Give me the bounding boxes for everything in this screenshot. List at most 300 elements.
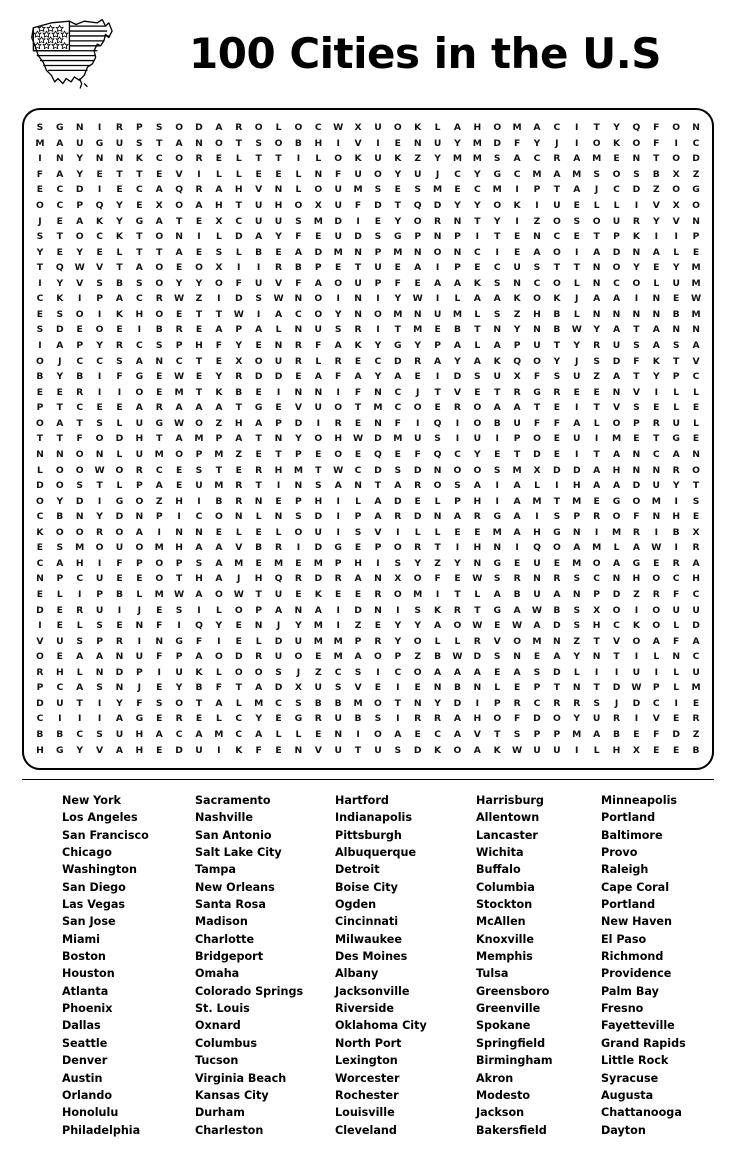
grid-letter[interactable]: S xyxy=(36,231,44,243)
word-list-item[interactable]: Spokane xyxy=(476,1019,531,1033)
word-list-item[interactable]: Boise City xyxy=(335,880,398,894)
grid-letter[interactable]: S xyxy=(394,744,402,756)
grid-letter[interactable]: A xyxy=(513,402,521,414)
grid-letter[interactable]: P xyxy=(613,231,620,243)
grid-letter[interactable]: N xyxy=(592,262,601,274)
grid-letter[interactable]: C xyxy=(473,246,481,258)
grid-letter[interactable]: U xyxy=(314,526,323,538)
grid-letter[interactable]: F xyxy=(513,137,521,149)
grid-letter[interactable]: T xyxy=(195,355,203,367)
grid-letter[interactable]: N xyxy=(374,386,382,398)
grid-letter[interactable]: I xyxy=(455,542,460,554)
word-list-item[interactable]: St. Louis xyxy=(195,1002,250,1016)
grid-letter[interactable]: D xyxy=(234,651,243,663)
grid-letter[interactable]: J xyxy=(137,682,142,694)
word-list-item[interactable]: Albany xyxy=(335,967,379,981)
grid-letter[interactable]: C xyxy=(135,340,143,352)
grid-letter[interactable]: A xyxy=(612,324,621,336)
grid-letter[interactable]: L xyxy=(593,417,600,429)
grid-letter[interactable]: H xyxy=(254,573,263,585)
grid-letter[interactable]: I xyxy=(276,386,281,398)
grid-letter[interactable]: E xyxy=(215,526,223,538)
grid-letter[interactable]: Y xyxy=(553,355,561,367)
grid-letter[interactable]: E xyxy=(136,199,143,211)
word-list-item[interactable]: Bakersfield xyxy=(476,1123,547,1137)
grid-letter[interactable]: N xyxy=(453,246,462,258)
grid-letter[interactable]: L xyxy=(454,635,461,647)
grid-letter[interactable]: Y xyxy=(175,277,183,289)
grid-letter[interactable]: E xyxy=(56,620,63,632)
grid-letter[interactable]: Y xyxy=(394,620,402,632)
word-list-item[interactable]: Philadelphia xyxy=(62,1123,141,1137)
grid-letter[interactable]: T xyxy=(175,573,183,585)
grid-letter[interactable]: I xyxy=(336,293,340,305)
grid-letter[interactable]: C xyxy=(553,122,561,134)
grid-letter[interactable]: P xyxy=(314,262,322,274)
grid-letter[interactable]: Z xyxy=(593,371,600,383)
grid-letter[interactable]: O xyxy=(413,666,422,678)
grid-letter[interactable]: F xyxy=(215,340,223,352)
grid-letter[interactable]: I xyxy=(495,433,499,445)
grid-letter[interactable]: A xyxy=(513,604,521,616)
grid-letter[interactable]: I xyxy=(654,231,658,243)
grid-letter[interactable]: E xyxy=(275,168,282,180)
grid-letter[interactable]: M xyxy=(532,495,542,507)
grid-letter[interactable]: E xyxy=(434,324,441,336)
grid-letter[interactable]: G xyxy=(533,386,541,398)
grid-letter[interactable]: S xyxy=(255,137,262,149)
grid-letter[interactable]: L xyxy=(215,604,222,616)
grid-letter[interactable]: P xyxy=(513,340,521,352)
grid-letter[interactable]: A xyxy=(56,557,64,569)
grid-letter[interactable]: I xyxy=(555,480,559,492)
grid-letter[interactable]: M xyxy=(35,137,45,149)
grid-letter[interactable]: W xyxy=(472,620,483,632)
grid-letter[interactable]: O xyxy=(75,308,84,320)
grid-letter[interactable]: I xyxy=(356,729,360,741)
grid-letter[interactable]: G xyxy=(334,542,342,554)
grid-letter[interactable]: O xyxy=(533,355,541,367)
grid-letter[interactable]: O xyxy=(393,542,402,554)
grid-letter[interactable]: I xyxy=(396,604,400,616)
grid-letter[interactable]: S xyxy=(136,137,143,149)
grid-letter[interactable]: K xyxy=(652,355,660,367)
grid-letter[interactable]: S xyxy=(96,417,103,429)
grid-letter[interactable]: O xyxy=(294,199,303,211)
grid-letter[interactable]: N xyxy=(294,324,303,336)
grid-letter[interactable]: H xyxy=(36,744,44,756)
grid-letter[interactable]: F xyxy=(673,635,680,647)
grid-letter[interactable]: I xyxy=(336,604,340,616)
grid-letter[interactable]: S xyxy=(434,433,441,445)
grid-letter[interactable]: T xyxy=(36,433,44,445)
grid-letter[interactable]: S xyxy=(493,308,501,320)
grid-letter[interactable]: N xyxy=(572,589,581,600)
grid-letter[interactable]: W xyxy=(233,589,244,600)
grid-letter[interactable]: X xyxy=(593,604,601,616)
word-list-item[interactable]: Las Vegas xyxy=(62,898,126,912)
grid-letter[interactable]: K xyxy=(135,153,143,165)
grid-letter[interactable]: E xyxy=(653,262,660,274)
grid-letter[interactable]: S xyxy=(493,464,501,476)
grid-letter[interactable]: O xyxy=(552,215,561,227)
grid-letter[interactable]: C xyxy=(692,651,700,663)
grid-letter[interactable]: E xyxy=(175,308,183,320)
grid-letter[interactable]: R xyxy=(553,386,561,398)
grid-letter[interactable]: I xyxy=(336,511,340,523)
grid-letter[interactable]: N xyxy=(692,215,700,227)
grid-letter[interactable]: C xyxy=(314,122,322,134)
grid-letter[interactable]: E xyxy=(56,604,63,616)
word-list-item[interactable]: Cleveland xyxy=(335,1123,397,1137)
grid-letter[interactable]: U xyxy=(56,635,64,647)
grid-letter[interactable]: W xyxy=(571,324,582,336)
grid-letter[interactable]: T xyxy=(673,355,680,367)
grid-letter[interactable]: H xyxy=(612,744,621,756)
grid-letter[interactable]: G xyxy=(553,526,561,538)
grid-letter[interactable]: I xyxy=(674,697,678,709)
grid-letter[interactable]: A xyxy=(632,542,640,554)
grid-letter[interactable]: O xyxy=(155,262,164,274)
grid-letter[interactable]: D xyxy=(36,480,44,492)
grid-letter[interactable]: I xyxy=(435,293,440,305)
grid-letter[interactable]: S xyxy=(692,495,700,507)
grid-letter[interactable]: P xyxy=(195,448,203,460)
grid-letter[interactable]: N xyxy=(354,246,362,258)
word-list-item[interactable]: Buffalo xyxy=(476,863,521,877)
grid-letter[interactable]: D xyxy=(75,495,84,507)
grid-letter[interactable]: V xyxy=(612,635,621,647)
grid-letter[interactable]: N xyxy=(533,324,541,336)
grid-letter[interactable]: E xyxy=(195,215,203,227)
grid-letter[interactable]: M xyxy=(592,542,602,554)
word-list-item[interactable]: Virginia Beach xyxy=(195,1071,287,1085)
grid-letter[interactable]: M xyxy=(393,433,403,445)
grid-letter[interactable]: U xyxy=(195,744,203,756)
grid-letter[interactable]: Z xyxy=(533,215,541,227)
grid-letter[interactable]: Y xyxy=(414,340,422,352)
grid-letter[interactable]: A xyxy=(453,277,462,289)
grid-letter[interactable]: E xyxy=(116,184,123,196)
grid-letter[interactable]: U xyxy=(533,744,541,756)
grid-letter[interactable]: I xyxy=(594,433,599,445)
grid-letter[interactable]: N xyxy=(175,231,183,243)
grid-letter[interactable]: R xyxy=(632,526,640,538)
grid-letter[interactable]: I xyxy=(316,417,320,429)
grid-letter[interactable]: A xyxy=(76,215,84,227)
grid-letter[interactable]: I xyxy=(455,417,460,429)
grid-letter[interactable]: S xyxy=(314,480,322,492)
grid-letter[interactable]: C xyxy=(76,573,84,585)
grid-letter[interactable]: E xyxy=(414,277,421,289)
grid-letter[interactable]: B xyxy=(76,371,84,383)
grid-letter[interactable]: O xyxy=(453,620,462,632)
grid-letter[interactable]: C xyxy=(76,402,84,414)
grid-letter[interactable]: Y xyxy=(394,635,402,647)
grid-letter[interactable]: O xyxy=(254,666,263,678)
grid-letter[interactable]: N xyxy=(592,277,601,289)
grid-letter[interactable]: F xyxy=(335,371,342,383)
grid-letter[interactable]: F xyxy=(136,697,143,709)
grid-letter[interactable]: L xyxy=(215,231,222,243)
grid-letter[interactable]: U xyxy=(374,744,382,756)
word-list-item[interactable]: Pittsburgh xyxy=(335,828,402,842)
grid-letter[interactable]: I xyxy=(495,246,499,258)
grid-letter[interactable]: E xyxy=(593,495,600,507)
grid-letter[interactable]: T xyxy=(76,417,83,429)
grid-letter[interactable]: S xyxy=(96,277,103,289)
grid-letter[interactable]: R xyxy=(235,122,243,134)
grid-letter[interactable]: C xyxy=(96,355,103,367)
grid-letter[interactable]: S xyxy=(414,184,421,196)
grid-letter[interactable]: S xyxy=(36,324,44,336)
grid-letter[interactable]: O xyxy=(692,464,700,476)
grid-letter[interactable]: I xyxy=(575,137,579,149)
grid-letter[interactable]: I xyxy=(137,324,142,336)
grid-letter[interactable]: I xyxy=(475,231,480,243)
grid-letter[interactable]: H xyxy=(592,620,601,632)
grid-letter[interactable]: A xyxy=(692,635,700,647)
grid-letter[interactable]: R xyxy=(632,215,640,227)
grid-letter[interactable]: Y xyxy=(454,557,461,569)
grid-letter[interactable]: C xyxy=(454,448,461,460)
grid-letter[interactable]: D xyxy=(314,542,323,554)
word-list-item[interactable]: Kansas City xyxy=(195,1088,269,1102)
grid-letter[interactable]: I xyxy=(336,386,340,398)
grid-letter[interactable]: U xyxy=(135,417,144,429)
grid-letter[interactable]: O xyxy=(175,199,184,211)
grid-letter[interactable]: A xyxy=(215,542,223,554)
grid-letter[interactable]: C xyxy=(295,308,302,320)
grid-letter[interactable]: W xyxy=(174,417,185,429)
grid-letter[interactable]: N xyxy=(413,697,422,709)
grid-letter[interactable]: N xyxy=(433,511,442,523)
grid-letter[interactable]: L xyxy=(613,542,620,554)
grid-letter[interactable]: T xyxy=(136,168,143,180)
grid-letter[interactable]: D xyxy=(533,448,541,460)
word-list-item[interactable]: Fayetteville xyxy=(601,1019,675,1033)
grid-letter[interactable]: A xyxy=(155,184,163,196)
grid-letter[interactable]: P xyxy=(235,324,243,336)
grid-letter[interactable]: A xyxy=(255,231,263,243)
grid-letter[interactable]: L xyxy=(414,526,421,538)
grid-letter[interactable]: B xyxy=(553,308,561,320)
grid-letter[interactable]: S xyxy=(56,308,64,320)
word-list-item[interactable]: Riverside xyxy=(335,1002,394,1016)
grid-letter[interactable]: R xyxy=(354,324,362,336)
grid-letter[interactable]: E xyxy=(275,495,282,507)
grid-letter[interactable]: P xyxy=(533,729,541,741)
word-list-item[interactable]: Miami xyxy=(62,932,101,946)
word-list-item[interactable]: McAllen xyxy=(476,915,526,929)
grid-letter[interactable]: N xyxy=(135,620,144,632)
grid-letter[interactable]: O xyxy=(692,199,700,211)
grid-letter[interactable]: H xyxy=(533,308,541,320)
grid-letter[interactable]: N xyxy=(672,651,681,663)
grid-letter[interactable]: C xyxy=(334,666,342,678)
grid-letter[interactable]: H xyxy=(135,433,144,445)
grid-letter[interactable]: D xyxy=(553,620,561,632)
grid-letter[interactable]: A xyxy=(513,526,521,538)
grid-letter[interactable]: U xyxy=(334,231,342,243)
grid-letter[interactable]: A xyxy=(513,666,521,678)
grid-letter[interactable]: N xyxy=(75,511,84,523)
word-list-item[interactable]: Chattanooga xyxy=(601,1106,682,1120)
grid-letter[interactable]: M xyxy=(492,184,502,196)
grid-letter[interactable]: R xyxy=(652,589,660,600)
grid-letter[interactable]: A xyxy=(473,480,481,492)
grid-letter[interactable]: N xyxy=(433,231,442,243)
grid-letter[interactable]: K xyxy=(493,744,501,756)
grid-letter[interactable]: M xyxy=(472,137,482,149)
grid-letter[interactable]: N xyxy=(612,386,621,398)
grid-letter[interactable]: Z xyxy=(314,666,322,678)
grid-letter[interactable]: D xyxy=(195,122,203,134)
grid-letter[interactable]: T xyxy=(235,199,242,211)
grid-letter[interactable]: O xyxy=(632,635,641,647)
word-list-item[interactable]: Knoxville xyxy=(476,932,534,946)
grid-letter[interactable]: T xyxy=(553,184,561,196)
grid-letter[interactable]: O xyxy=(612,417,621,429)
grid-letter[interactable]: P xyxy=(434,340,441,352)
grid-letter[interactable]: Z xyxy=(354,620,362,632)
grid-letter[interactable]: V xyxy=(354,682,362,694)
grid-letter[interactable]: M xyxy=(592,153,602,165)
grid-letter[interactable]: P xyxy=(354,511,362,523)
grid-letter[interactable]: A xyxy=(195,729,203,741)
grid-letter[interactable]: L xyxy=(295,729,302,741)
grid-letter[interactable]: D xyxy=(632,184,641,196)
word-list-item[interactable]: Albuquerque xyxy=(335,846,417,860)
grid-letter[interactable]: A xyxy=(215,557,223,569)
grid-letter[interactable]: O xyxy=(135,542,144,554)
grid-letter[interactable]: N xyxy=(294,604,303,616)
grid-letter[interactable]: C xyxy=(553,231,561,243)
grid-letter[interactable]: H xyxy=(195,573,203,585)
grid-letter[interactable]: O xyxy=(374,729,382,741)
grid-letter[interactable]: T xyxy=(275,153,282,165)
grid-letter[interactable]: T xyxy=(215,464,223,476)
grid-letter[interactable]: N xyxy=(632,464,641,476)
grid-letter[interactable]: T xyxy=(593,122,600,134)
grid-letter[interactable]: D xyxy=(612,246,621,258)
grid-letter[interactable]: A xyxy=(354,651,362,663)
grid-letter[interactable]: E xyxy=(275,744,282,756)
word-list-item[interactable]: Lexington xyxy=(335,1054,398,1068)
grid-letter[interactable]: M xyxy=(313,215,323,227)
grid-letter[interactable]: F xyxy=(156,620,163,632)
grid-letter[interactable]: E xyxy=(553,402,561,414)
grid-letter[interactable]: C xyxy=(135,293,143,305)
grid-letter[interactable]: H xyxy=(632,573,641,585)
grid-letter[interactable]: I xyxy=(157,526,161,538)
grid-letter[interactable]: D xyxy=(354,231,362,243)
grid-letter[interactable]: S xyxy=(56,542,64,554)
grid-letter[interactable]: Y xyxy=(573,340,581,352)
grid-letter[interactable]: I xyxy=(197,168,201,180)
grid-letter[interactable]: F xyxy=(533,371,541,383)
grid-letter[interactable]: D xyxy=(692,620,700,632)
grid-letter[interactable]: U xyxy=(334,199,342,211)
grid-letter[interactable]: O xyxy=(135,386,144,398)
grid-letter[interactable]: R xyxy=(334,355,342,367)
grid-letter[interactable]: W xyxy=(174,589,185,600)
grid-letter[interactable]: D xyxy=(632,480,641,492)
grid-letter[interactable]: H xyxy=(234,417,243,429)
grid-letter[interactable]: T xyxy=(593,402,600,414)
grid-letter[interactable]: M xyxy=(194,433,204,445)
grid-letter[interactable]: G xyxy=(493,604,501,616)
grid-letter[interactable]: B xyxy=(453,324,461,336)
grid-letter[interactable]: O xyxy=(274,137,283,149)
grid-letter[interactable]: A xyxy=(294,246,302,258)
grid-letter[interactable]: F xyxy=(673,589,680,600)
grid-letter[interactable]: B xyxy=(195,682,203,694)
grid-letter[interactable]: C xyxy=(394,666,402,678)
grid-letter[interactable]: P xyxy=(334,557,342,569)
grid-letter[interactable]: C xyxy=(56,184,64,196)
grid-letter[interactable]: L xyxy=(76,666,83,678)
grid-letter[interactable]: X xyxy=(632,744,640,756)
grid-letter[interactable]: A xyxy=(235,433,243,445)
grid-letter[interactable]: C xyxy=(473,184,481,196)
grid-letter[interactable]: D xyxy=(672,729,680,741)
grid-letter[interactable]: K xyxy=(115,308,124,320)
grid-letter[interactable]: R xyxy=(235,495,243,507)
grid-letter[interactable]: A xyxy=(96,651,104,663)
word-list-item[interactable]: Greensboro xyxy=(476,984,550,998)
grid-letter[interactable]: E xyxy=(692,511,700,523)
grid-letter[interactable]: T xyxy=(394,199,401,211)
grid-letter[interactable]: N xyxy=(692,324,700,336)
grid-letter[interactable]: R xyxy=(553,697,561,709)
grid-letter[interactable]: D xyxy=(274,635,283,647)
grid-letter[interactable]: L xyxy=(474,308,481,320)
grid-letter[interactable]: K xyxy=(473,277,481,289)
grid-letter[interactable]: C xyxy=(155,153,163,165)
grid-letter[interactable]: E xyxy=(414,682,421,694)
grid-letter[interactable]: O xyxy=(473,464,482,476)
grid-letter[interactable]: Z xyxy=(195,293,203,305)
grid-letter[interactable]: M xyxy=(651,495,661,507)
grid-letter[interactable]: C xyxy=(672,573,680,585)
grid-letter[interactable]: G xyxy=(135,371,144,383)
grid-letter[interactable]: P xyxy=(96,635,103,647)
grid-letter[interactable]: S xyxy=(394,464,402,476)
grid-letter[interactable]: Q xyxy=(374,448,382,460)
grid-letter[interactable]: I xyxy=(336,137,340,149)
grid-letter[interactable]: O xyxy=(393,589,402,600)
grid-letter[interactable]: S xyxy=(633,340,640,352)
grid-letter[interactable]: A xyxy=(314,604,322,616)
grid-letter[interactable]: C xyxy=(493,262,501,274)
grid-letter[interactable]: O xyxy=(513,635,522,647)
grid-letter[interactable]: S xyxy=(414,604,421,616)
grid-letter[interactable]: R xyxy=(115,635,123,647)
word-list-item[interactable]: Allentown xyxy=(476,811,540,825)
grid-letter[interactable]: U xyxy=(553,744,561,756)
grid-letter[interactable]: O xyxy=(75,448,84,460)
grid-letter[interactable]: J xyxy=(237,573,241,585)
grid-letter[interactable]: U xyxy=(672,604,680,616)
grid-letter[interactable]: I xyxy=(38,340,42,352)
grid-letter[interactable]: E xyxy=(36,184,44,196)
grid-letter[interactable]: L xyxy=(56,589,63,600)
grid-letter[interactable]: Y xyxy=(454,355,461,367)
grid-letter[interactable]: E xyxy=(354,589,362,600)
grid-letter[interactable]: U xyxy=(115,542,124,554)
grid-letter[interactable]: P xyxy=(692,231,700,243)
